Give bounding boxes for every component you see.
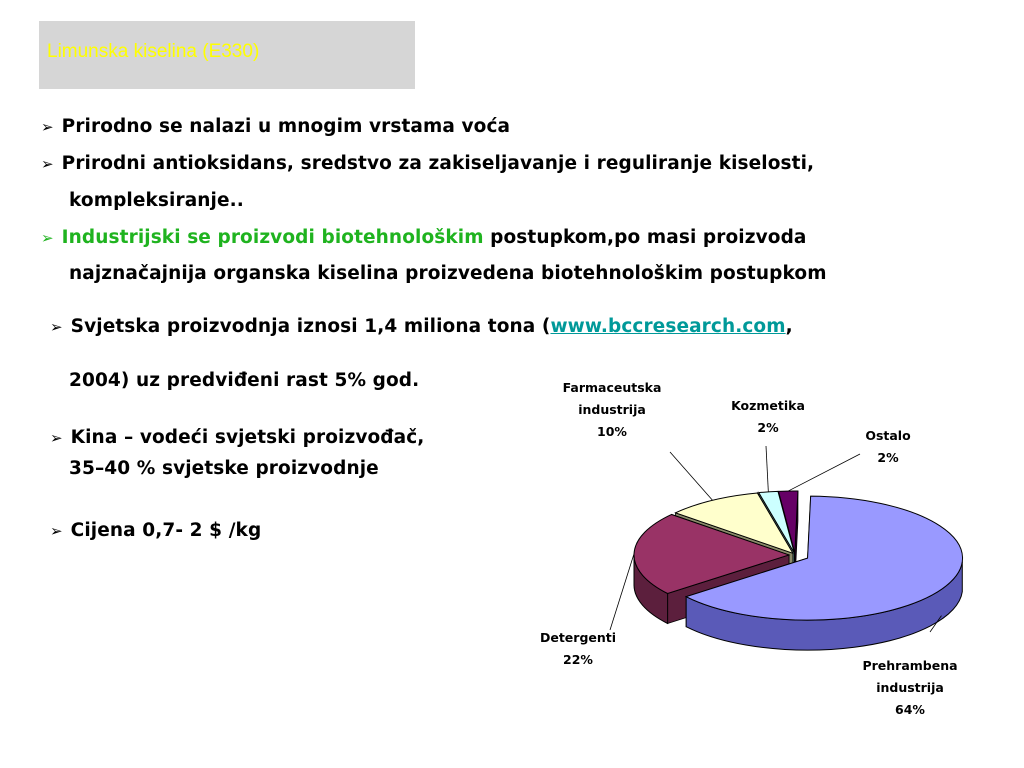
line-9-text: 35–40 % svjetske proizvodnje: [69, 458, 379, 479]
pie-slice-label: industrija: [578, 402, 646, 417]
arrow-bullet-icon: ➢: [50, 429, 63, 447]
line-4-text: postupkom,po masi proizvoda: [483, 227, 807, 248]
arrow-bullet-icon: ➢: [50, 522, 63, 540]
bccresearch-link[interactable]: www.bccresearch.com: [550, 316, 786, 337]
line-1-text: Prirodno se nalazi u mnogim vrstama voća: [61, 116, 511, 137]
bullet-line-2: [41, 153, 814, 174]
arrow-bullet-icon: ➢: [41, 229, 54, 247]
line-7-text: 2004) uz predviđeni rast 5% god.: [69, 370, 420, 391]
pie-leader-line: [788, 454, 860, 491]
line-4-green-text: Industrijski se proizvodi biotehnološkim: [61, 227, 484, 248]
pie-leader-line: [766, 446, 768, 492]
line-5: [69, 263, 827, 284]
arrow-bullet-icon: ➢: [41, 118, 54, 136]
pie-slice-label: Ostalo: [865, 428, 911, 443]
line-3-text: kompleksiranje..: [69, 190, 244, 211]
line-6-post-text: ,: [785, 316, 793, 337]
line-8-text: Kina – vodeći svjetski proizvođač,: [70, 427, 425, 448]
slide-title-box: [39, 21, 415, 89]
bullet-line-10: [50, 520, 261, 541]
pie-slice-label: Detergenti: [539, 630, 617, 645]
bullet-line-8: [50, 427, 424, 448]
pie-slice-percent-label: 22%: [563, 652, 593, 667]
pie-slice-label: Kozmetika: [731, 398, 805, 413]
slide-title: Limunska kiselina (E330): [47, 41, 260, 62]
pie-slice-percent-label: 2%: [757, 420, 779, 435]
pie-slice-label: Prehrambena: [862, 658, 958, 673]
pie-slice-label: Farmaceutska: [562, 380, 662, 395]
line-5-text: najznačajnija organska kiselina proizvedena biotehnološkim postupkom: [69, 263, 827, 284]
bullet-line-1: [41, 116, 510, 137]
line-6-text: Svjetska proizvodnja iznosi 1,4 miliona tona (: [70, 316, 551, 337]
line-2-text: Prirodni antioksidans, sredstvo za zakiseljavanje i reguliranje kiselosti,: [61, 153, 815, 174]
line-7: [69, 370, 419, 391]
line-3: [69, 190, 244, 211]
pie-leader-line: [610, 554, 634, 630]
pie-chart: [520, 370, 1000, 750]
pie-slice-percent-label: 64%: [895, 702, 925, 717]
arrow-bullet-icon: ➢: [50, 318, 63, 336]
pie-slice-percent-label: 2%: [877, 450, 899, 465]
pie-slice-label: industrija: [876, 680, 944, 695]
pie-slice-percent-label: 10%: [597, 424, 627, 439]
line-10-text: Cijena 0,7- 2 $ /kg: [70, 520, 262, 541]
pie-leader-line: [670, 452, 713, 500]
line-9: [69, 458, 379, 479]
bullet-line-4: [41, 227, 807, 248]
bullet-line-6: [50, 316, 793, 337]
arrow-bullet-icon: ➢: [41, 155, 54, 173]
